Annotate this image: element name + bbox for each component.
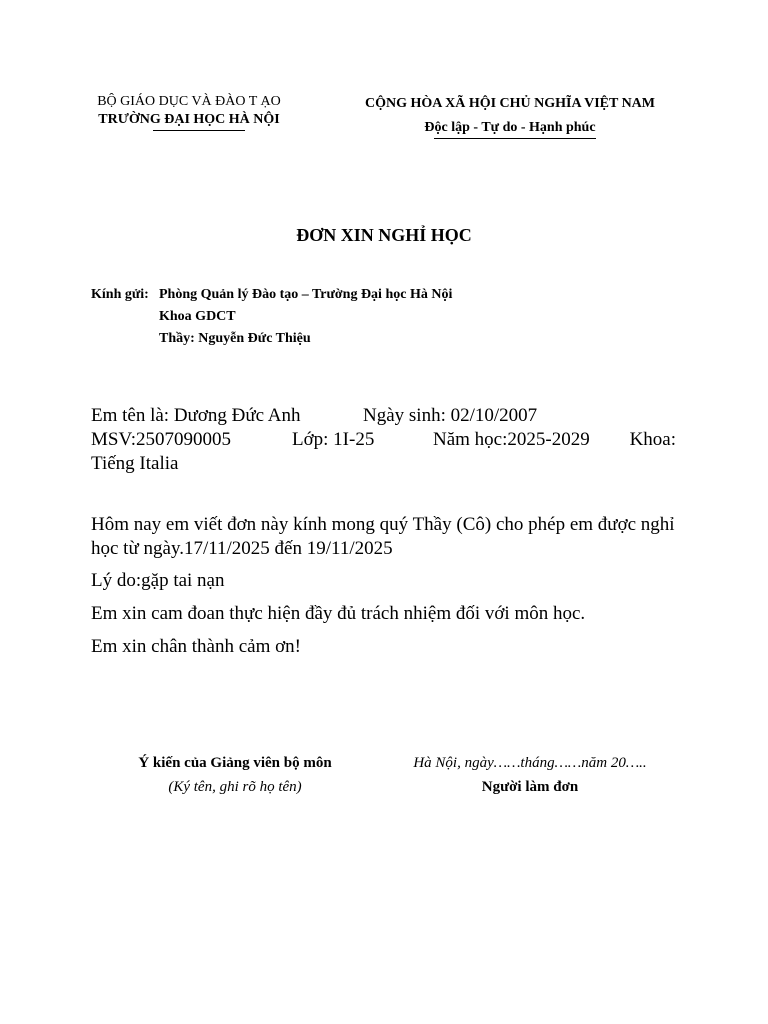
document-title: ĐƠN XIN NGHỈ HỌC — [296, 225, 472, 245]
letter-body — [91, 513, 676, 659]
ministry-name: BỘ GIÁO DỤC VÀ ĐÀO T ẠO — [97, 94, 281, 109]
commitment-paragraph: Em xin cam đoan thực hiện đầy đủ trách nhiệm đối với môn học. — [91, 603, 586, 624]
student-id: MSV:2507090005 — [91, 429, 232, 450]
recipient-line: Phòng Quản lý Đào tạo – Trường Đại học Hà Nội — [159, 287, 453, 302]
academic-year: Năm học:2025-2029 — [433, 429, 590, 450]
recipient-line: Thầy: Nguyễn Đức Thiệu — [159, 331, 311, 346]
reason-paragraph: Lý do:gặp tai nạn — [91, 570, 225, 591]
republic-name: CỘNG HÒA XÃ HỘI CHỦ NGHĨA VIỆT NAM — [364, 96, 655, 111]
applicant-signature-block — [380, 751, 680, 799]
thanks-paragraph: Em xin chân thành cảm ơn! — [91, 636, 302, 657]
lecturer-title: Ý kiến của Giảng viên bộ môn — [138, 755, 332, 771]
student-name: Em tên là: Dương Đức Anh — [91, 405, 301, 426]
issuer-header — [80, 93, 298, 129]
lecturer-note: (Ký tên, ghi rõ họ tên) — [168, 779, 302, 795]
request-paragraph: Hôm nay em viết đơn này kính mong quý Thầy (Cô) cho phép em được nghỉ học từ ngày.17/11/2025 đến 19/11/2025 — [91, 514, 675, 559]
student-info — [91, 404, 676, 476]
student-class: Lớp: 1I-25 — [292, 429, 375, 450]
student-dob: Ngày sinh: 02/10/2007 — [363, 405, 538, 426]
recipient-block — [91, 284, 452, 350]
place-date: Hà Nội, ngày……tháng……năm 20….. — [413, 755, 647, 771]
applicant-title: Người làm đơn — [481, 779, 579, 795]
recipient-line: Khoa GDCT — [159, 309, 236, 324]
lecturer-signature-block — [110, 751, 360, 799]
recipient-label: Kính gửi: — [91, 287, 149, 302]
faculty-value: Tiếng Italia — [91, 453, 179, 474]
motto-underline — [434, 138, 596, 139]
university-name: TRƯỜNG ĐẠI HỌC HÀ NỘI — [98, 112, 280, 127]
faculty-label: Khoa: — [629, 429, 676, 450]
national-header — [345, 95, 675, 137]
university-underline — [153, 130, 245, 131]
national-motto: Độc lập - Tự do - Hạnh phúc — [424, 120, 596, 135]
